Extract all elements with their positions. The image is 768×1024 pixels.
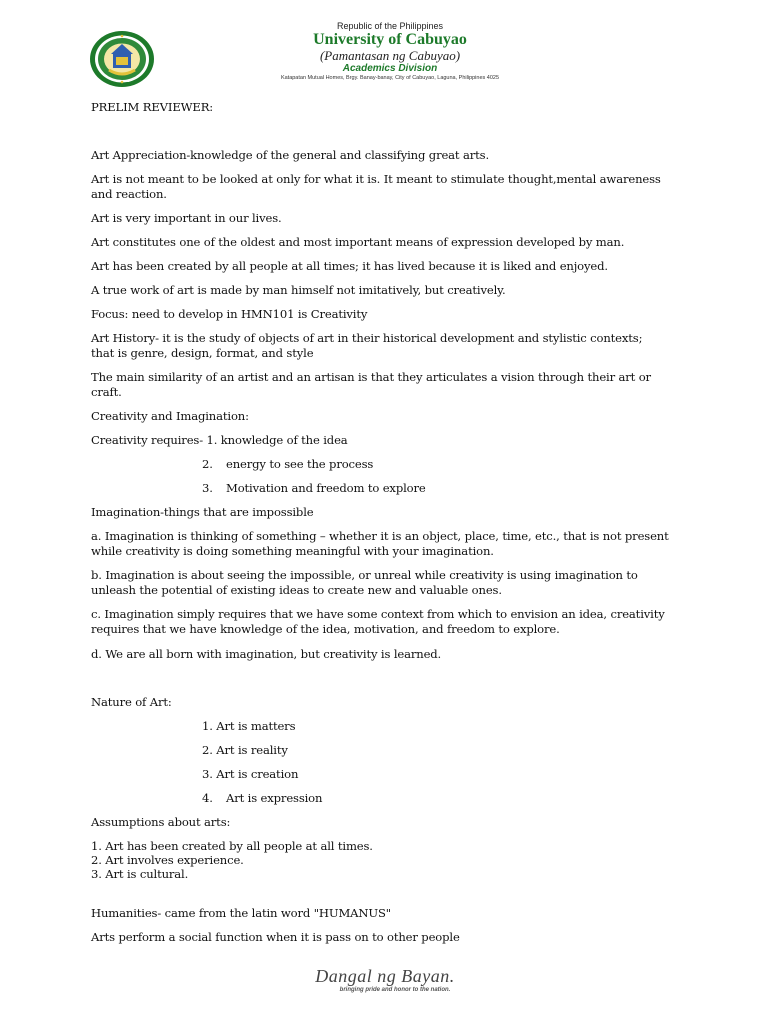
list-number: 3. (202, 481, 213, 495)
list-item: 2. Art is reality (202, 743, 288, 757)
list-text: Art is expression (226, 791, 323, 805)
paragraph-continued: that is genre, design, format, and style (91, 346, 314, 360)
list-item: 2. Art involves experience. (91, 853, 244, 867)
paragraph: Imagination-things that are impossible (91, 505, 314, 519)
list-item (202, 791, 322, 806)
paragraph: The main similarity of an artist and an artisan is that they articulates a vision through their art or (91, 370, 651, 384)
university-name: University of Cabuyao (313, 31, 467, 48)
university-address: Katapatan Mutual Homes, Brgy. Banay-banay, City of Cabuyao, Laguna, Philippines 4025 (280, 75, 500, 81)
list-number: 4. (202, 791, 213, 805)
section-heading: Nature of Art: (91, 695, 172, 709)
paragraph: Art is very important in our lives. (91, 211, 282, 225)
paragraph: Focus: need to develop in HMN101 is Creativity (91, 307, 368, 321)
list-text: energy to see the process (226, 457, 374, 471)
paragraph-continued: requires that we have knowledge of the idea, motivation, and freedom to explore. (91, 622, 560, 636)
paragraph: Creativity requires- 1. knowledge of the idea (91, 433, 348, 447)
paragraph: A true work of art is made by man himself not imitatively, but creatively. (91, 283, 506, 297)
paragraph: c. Imagination simply requires that we have some context from which to envision an idea, creativity (91, 607, 665, 621)
document-title: PRELIM REVIEWER: (91, 100, 214, 114)
section-heading: Assumptions about arts: (91, 815, 231, 829)
paragraph: Arts perform a social function when it is pass on to other people (91, 930, 460, 944)
paragraph: d. We are all born with imagination, but creativity is learned. (91, 647, 442, 661)
list-item: 3. Art is creation (202, 767, 299, 781)
republic-line: Republic of the Philippines (336, 21, 444, 31)
tagline: bringing pride and honor to the nation. (339, 987, 451, 993)
paragraph: Humanities- came from the latin word "HUMANUS" (91, 906, 391, 920)
paragraph-continued: and reaction. (91, 187, 167, 201)
footer-motto-logo (300, 966, 470, 1002)
list-item: 3. Art is cultural. (91, 867, 189, 881)
paragraph: b. Imagination is about seeing the impossible, or unreal while creativity is using imagination to (91, 568, 638, 582)
paragraph: Art has been created by all people at all times; it has lived because it is liked and enjoyed. (91, 259, 608, 273)
university-filipino-name: (Pamantasan ng Cabuyao) (319, 48, 461, 63)
list-item: 1. Art is matters (202, 719, 296, 733)
list-item (202, 457, 373, 472)
university-seal-logo (89, 30, 155, 88)
paragraph: Art is not meant to be looked at only for what it is. It meant to stimulate thought,mental awareness (91, 172, 661, 186)
letterhead (0, 0, 768, 96)
list-number: 2. (202, 457, 213, 471)
paragraph: Art History- it is the study of objects of art in their historical development and stylistic contexts; (91, 331, 643, 345)
paragraph: Art constitutes one of the oldest and most important means of expression developed by man. (91, 235, 625, 249)
section-heading: Creativity and Imagination: (91, 409, 249, 423)
paragraph: Art Appreciation-knowledge of the general and classifying great arts. (91, 148, 489, 162)
paragraph-continued: craft. (91, 385, 122, 399)
list-text: Motivation and freedom to explore (226, 481, 426, 495)
letterhead-text (240, 21, 540, 82)
paragraph-continued: while creativity is doing something meaningful with your imagination. (91, 544, 494, 558)
paragraph-continued: unleash the potential of existing ideas to create new and valuable ones. (91, 583, 502, 597)
paragraph: a. Imagination is thinking of something – whether it is an object, place, time, etc., that is not present (91, 529, 669, 543)
motto: Dangal ng Bayan. (315, 966, 455, 986)
list-item: 1. Art has been created by all people at all times. (91, 839, 373, 853)
list-item (202, 481, 426, 496)
division-name: Academics Division (342, 63, 438, 74)
